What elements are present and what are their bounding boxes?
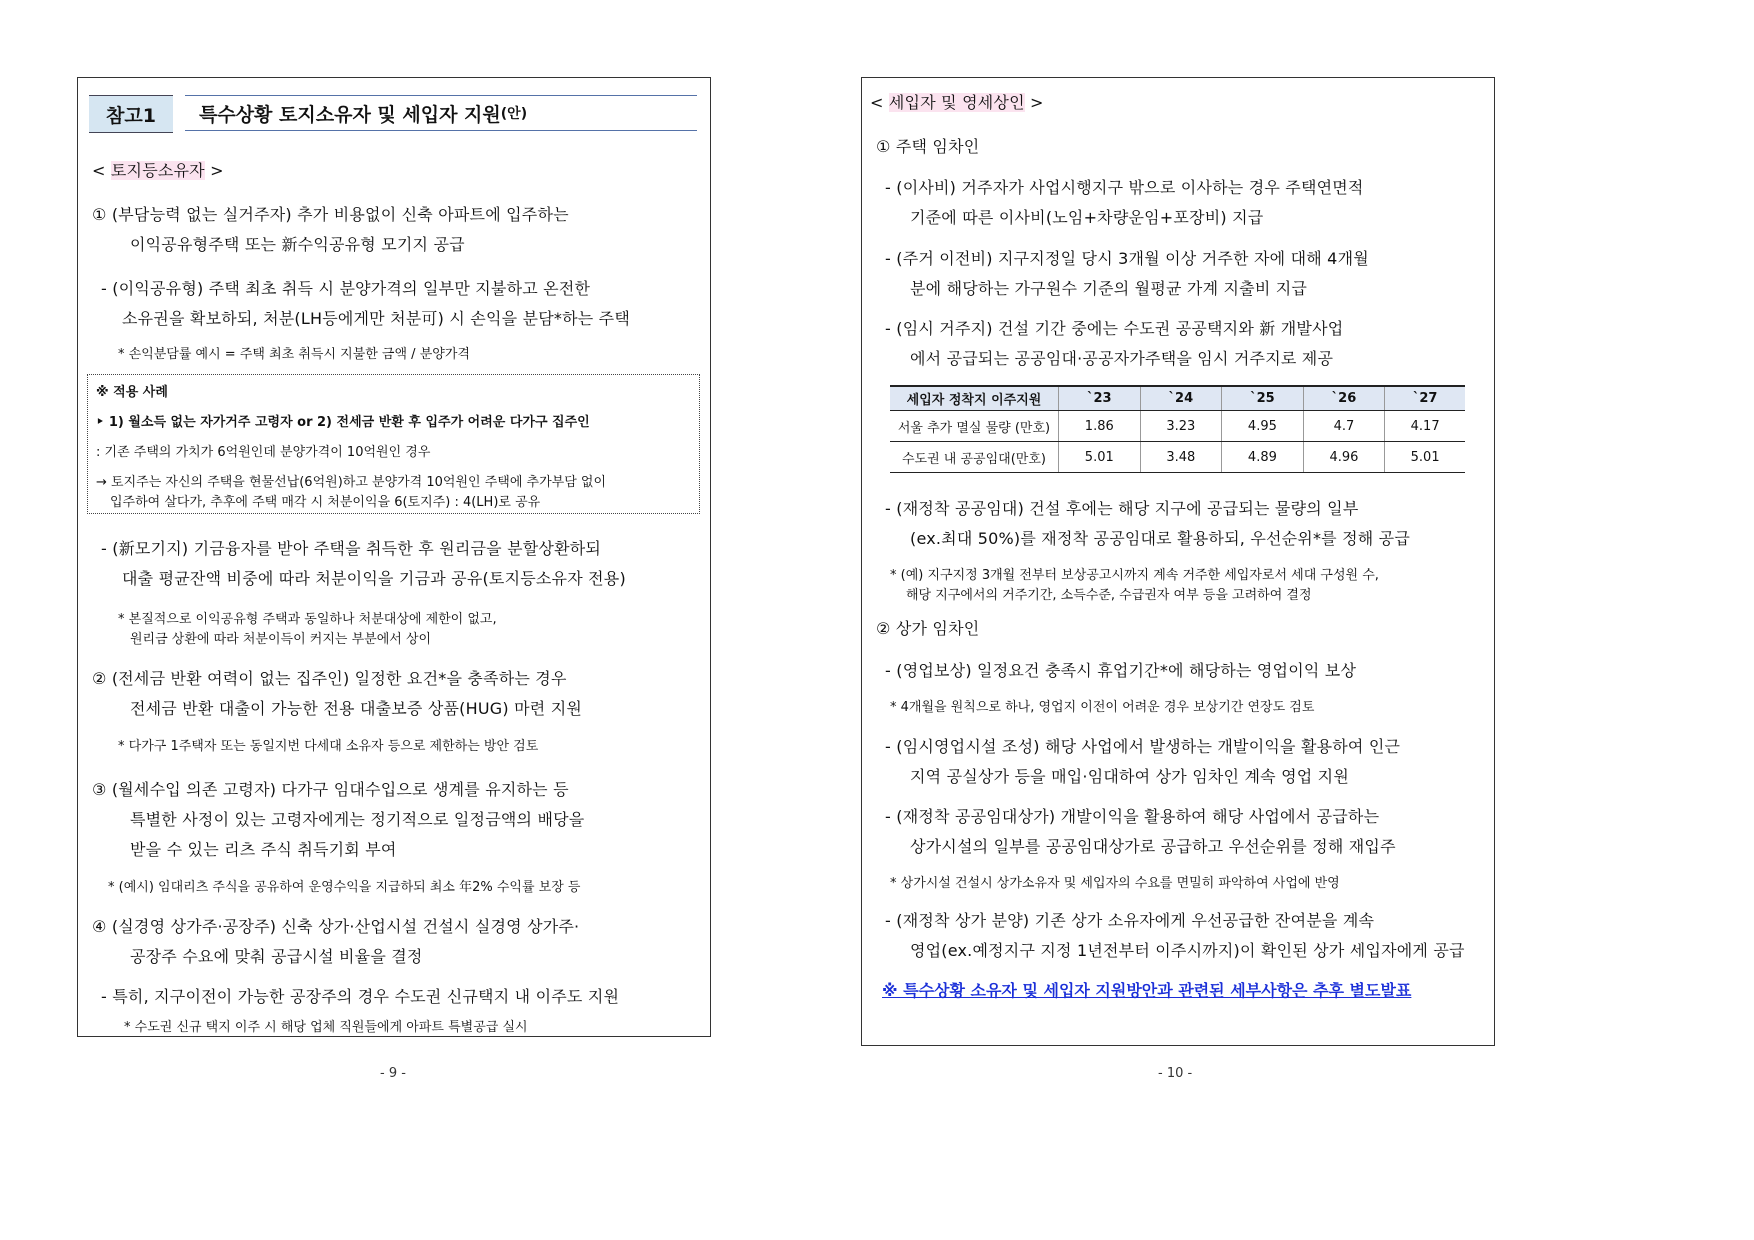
table-cell: 서울 추가 멸실 물량 (만호) bbox=[890, 411, 1059, 442]
table-header-cell: 세입자 정착지 이주지원 bbox=[890, 386, 1059, 411]
item-4-line: ④ (실경영 상가주·공장주) 신축 상가·산업시설 건설시 실경영 상가주· bbox=[92, 917, 580, 936]
subitem-line: - 특히, 지구이전이 가능한 공장주의 경우 수도권 신규택지 내 이주도 지원 bbox=[101, 987, 620, 1006]
subitem-line: 지역 공실상가 등을 매입·임대하여 상가 임차인 계속 영업 지원 bbox=[910, 767, 1349, 786]
example-box-line: : 기존 주택의 가치가 6억원인데 분양가격이 10억원인 경우 bbox=[96, 445, 431, 460]
subitem-line: - (주거 이전비) 지구지정일 당시 3개월 이상 거주한 자에 대해 4개월 bbox=[885, 249, 1369, 268]
subitem-line: - (재정착 공공임대상가) 개발이익을 활용하여 해당 사업에서 공급하는 bbox=[885, 807, 1380, 826]
table-row bbox=[890, 442, 1465, 473]
subitem-line: - (이사비) 거주자가 사업시행지구 밖으로 이사하는 경우 주택연면적 bbox=[885, 178, 1364, 197]
table-header-cell: `23 bbox=[1059, 386, 1141, 411]
section-heading: < 세입자 및 영세상인 > bbox=[870, 93, 1044, 112]
footnote: * 손익분담률 예시 = 주택 최초 취득시 지불한 금액 / 분양가격 bbox=[118, 347, 470, 362]
table-header-row bbox=[890, 386, 1465, 411]
reference-title-text: 특수상황 토지소유자 및 세입자 지원 bbox=[199, 103, 501, 126]
reference-tag: 참고1 bbox=[89, 95, 173, 133]
footnote: * 상가시설 건설시 상가소유자 및 세입자의 수요를 면밀히 파악하여 사업에 반영 bbox=[890, 876, 1340, 891]
table-header-cell: `24 bbox=[1140, 386, 1222, 411]
example-box-line: → 토지주는 자신의 주택을 현물선납(6억원)하고 분양가격 10억원인 주택에 추가부담 없이 bbox=[96, 475, 607, 490]
subitem-line: 영업(ex.예정지구 지정 1년전부터 이주시까지)이 확인된 상가 세입자에게 공급 bbox=[910, 941, 1465, 960]
subitem-line: - (영업보상) 일정요건 충족시 휴업기간*에 해당하는 영업이익 보상 bbox=[885, 661, 1357, 680]
table-header-cell: `27 bbox=[1385, 386, 1465, 411]
item-3-line: ③ (월세수입 의존 고령자) 다가구 임대수입으로 생계를 유지하는 등 bbox=[92, 780, 569, 799]
relocation-support-table bbox=[890, 385, 1465, 473]
footnote: * (예) 지구지정 3개월 전부터 보상공고시까지 계속 거주한 세입자로서 세대 구성원 수, bbox=[890, 568, 1379, 583]
example-box bbox=[87, 374, 700, 514]
table-row bbox=[890, 411, 1465, 442]
table-cell: 수도권 내 공공임대(만호) bbox=[890, 442, 1059, 473]
item-1-line: 이익공유형주택 또는 新수익공유형 모기지 공급 bbox=[130, 235, 465, 254]
table-header-cell: `25 bbox=[1222, 386, 1304, 411]
subitem-line: - (이익공유형) 주택 최초 취득 시 분양가격의 일부만 지불하고 온전한 bbox=[101, 279, 591, 298]
subitem-line: - (재정착 공공임대) 건설 후에는 해당 지구에 공급되는 물량의 일부 bbox=[885, 499, 1359, 518]
table-cell: 4.95 bbox=[1222, 411, 1304, 442]
footnote: * (예시) 임대리츠 주식을 공유하여 운영수익을 지급하되 최소 年2% 수익률 보장 등 bbox=[108, 880, 581, 895]
item-2-line: 전세금 반환 대출이 가능한 전용 대출보증 상품(HUG) 마련 지원 bbox=[130, 699, 583, 718]
footnote: * 다가구 1주택자 또는 동일지번 다세대 소유자 등으로 제한하는 방안 검토 bbox=[118, 739, 539, 754]
reference-header bbox=[89, 95, 699, 133]
example-box-title: ※ 적용 사례 bbox=[96, 385, 168, 400]
table-cell: 4.96 bbox=[1303, 442, 1385, 473]
subitem-line: (ex.최대 50%)를 재정착 공공임대로 활용하되, 우선순위*를 정해 공급 bbox=[910, 529, 1410, 548]
table-cell: 3.23 bbox=[1140, 411, 1222, 442]
footnote: * 4개월을 원칙으로 하나, 영업지 이전이 어려운 경우 보상기간 연장도 검토 bbox=[890, 700, 1315, 715]
page-number: - 10 - bbox=[1158, 1066, 1193, 1081]
table-cell: 1.86 bbox=[1059, 411, 1141, 442]
table-cell: 4.89 bbox=[1222, 442, 1304, 473]
reference-title-suffix: (안) bbox=[500, 106, 528, 122]
subitem-line: 상가시설의 일부를 공공임대상가로 공급하고 우선순위를 정해 재입주 bbox=[910, 837, 1396, 856]
final-note: ※ 특수상황 소유자 및 세입자 지원방안과 관련된 세부사항은 추후 별도발표 bbox=[882, 981, 1412, 1000]
table-cell: 4.17 bbox=[1385, 411, 1465, 442]
subitem-line: - (新모기지) 기금융자를 받아 주택을 취득한 후 원리금을 분할상환하되 bbox=[101, 539, 602, 558]
subitem-line: - (임시영업시설 조성) 해당 사업에서 발생하는 개발이익을 활용하여 인근 bbox=[885, 737, 1401, 756]
subitem-line: - (임시 거주지) 건설 기간 중에는 수도권 공공택지와 新 개발사업 bbox=[885, 319, 1344, 338]
page-10 bbox=[861, 77, 1495, 1046]
page-9 bbox=[77, 77, 711, 1037]
footnote: 원리금 상환에 따라 처분이득이 커지는 부분에서 상이 bbox=[130, 632, 432, 647]
item-1-line: ① (부담능력 없는 실거주자) 추가 비용없이 신축 아파트에 입주하는 bbox=[92, 205, 569, 224]
item-3-line: 받을 수 있는 리츠 주식 취득기회 부여 bbox=[130, 840, 397, 859]
section-heading: < 토지등소유자 > bbox=[92, 161, 224, 180]
example-box-line: 입주하여 살다가, 추후에 주택 매각 시 처분이익을 6(토지주) : 4(LH)로 공유 bbox=[110, 495, 541, 510]
subsection-heading: ② 상가 임차인 bbox=[876, 619, 980, 638]
table-header-cell: `26 bbox=[1303, 386, 1385, 411]
item-3-line: 특별한 사정이 있는 고령자에게는 정기적으로 일정금액의 배당을 bbox=[130, 810, 585, 829]
example-box-line: ‣ 1) 월소득 없는 자가거주 고령자 or 2) 전세금 반환 후 입주가 어려운 다가구 집주인 bbox=[96, 415, 590, 430]
subitem-line: 소유권을 확보하되, 처분(LH등에게만 처분可) 시 손익을 분담*하는 주택 bbox=[122, 309, 630, 328]
page-number: - 9 - bbox=[380, 1066, 406, 1081]
subitem-line: 대출 평균잔액 비중에 따라 처분이익을 기금과 공유(토지등소유자 전용) bbox=[122, 569, 626, 588]
item-4-line: 공장주 수요에 맞춰 공급시설 비율을 결정 bbox=[130, 947, 423, 966]
footnote: * 본질적으로 이익공유형 주택과 동일하나 처분대상에 제한이 없고, bbox=[118, 612, 497, 627]
table-cell: 5.01 bbox=[1385, 442, 1465, 473]
table-cell: 5.01 bbox=[1059, 442, 1141, 473]
subitem-line: 기준에 따른 이사비(노임+차량운임+포장비) 지급 bbox=[910, 208, 1264, 227]
item-2-line: ② (전세금 반환 여력이 없는 집주인) 일정한 요건*을 충족하는 경우 bbox=[92, 669, 567, 688]
subitem-line: - (재정착 상가 분양) 기존 상가 소유자에게 우선공급한 잔여분을 계속 bbox=[885, 911, 1375, 930]
subsection-heading: ① 주택 임차인 bbox=[876, 137, 980, 156]
table-cell: 4.7 bbox=[1303, 411, 1385, 442]
reference-title bbox=[185, 95, 697, 131]
subitem-line: 에서 공급되는 공공임대·공공자가주택을 임시 거주지로 제공 bbox=[910, 349, 1334, 368]
subitem-line: 분에 해당하는 가구원수 기준의 월평균 가계 지출비 지급 bbox=[910, 279, 1308, 298]
table-cell: 3.48 bbox=[1140, 442, 1222, 473]
footnote: 해당 지구에서의 거주기간, 소득수준, 수급권자 여부 등을 고려하여 결정 bbox=[906, 588, 1312, 603]
footnote: * 수도권 신규 택지 이주 시 해당 업체 직원들에게 아파트 특별공급 실시 bbox=[124, 1020, 528, 1035]
